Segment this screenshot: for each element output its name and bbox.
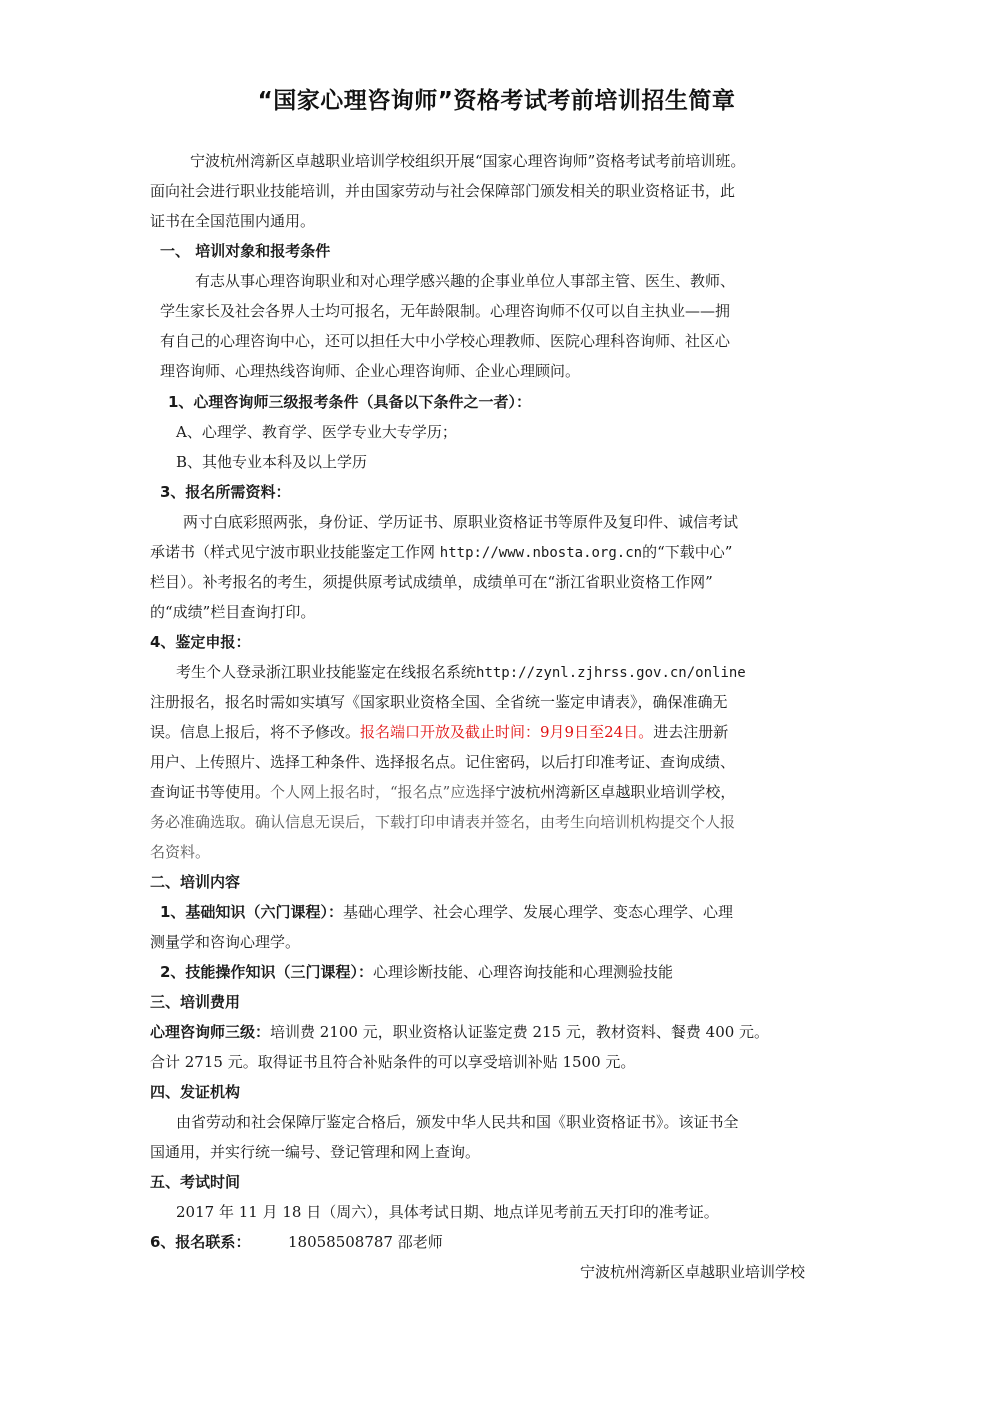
paragraph-line: 合计 2715 元。取得证书且符合补贴条件的可以享受培训补贴 1500 元。	[150, 1053, 636, 1071]
subsection-heading: 4、鉴定申报：	[150, 633, 251, 651]
intro-line: 宁波杭州湾新区卓越职业培训学校组织开展“国家心理咨询师”资格考试考前培训班。	[190, 152, 746, 170]
paragraph-line: 注册报名，报名时需如实填写《国家职业资格全国、全省统一鉴定申请表》，确保准确无	[150, 693, 728, 711]
list-item: A、心理学、教育学、医学专业大专学历；	[176, 423, 457, 441]
section-heading: 四、发证机构	[150, 1083, 241, 1101]
paragraph-text: 误。信息上报后，将不予修改。	[150, 723, 361, 741]
section-heading: 二、培训内容	[150, 873, 241, 891]
item-label: 1、基础知识（六门课程）：	[160, 903, 343, 921]
paragraph-line: 务必准确选取。确认信息无误后，下载打印申请表并签名，由考生向培训机构提交个人报	[150, 813, 736, 831]
nbosta-link[interactable]: http://www.nbosta.org.cn	[439, 545, 643, 561]
paragraph-line	[176, 662, 746, 683]
paragraph-text: 进去注册新	[653, 723, 729, 741]
paragraph-line	[150, 542, 732, 563]
paragraph-line: 国通用，并实行统一编号、登记管理和网上查询。	[150, 1143, 481, 1161]
paragraph-line: 2017 年 11 月 18 日（周六），具体考试日期、地点详见考前五天打印的准考证。	[176, 1203, 719, 1221]
intro-line: 证书在全国范围内通用。	[150, 212, 316, 230]
item-text: 心理诊断技能、心理咨询技能和心理测验技能	[372, 963, 673, 981]
fee-label: 心理咨询师三级：	[150, 1023, 271, 1041]
section-heading: 五、考试时间	[150, 1173, 241, 1191]
paragraph-line: 有自己的心理咨询中心，还可以担任大中小学校心理教师、医院心理科咨询师、社区心	[160, 332, 731, 350]
paragraph-line: 由省劳动和社会保障厅鉴定合格后，颁发中华人民共和国《职业资格证书》。该证书全	[176, 1113, 739, 1131]
deadline-notice: 报名端口开放及截止时间：9月9日至24日。	[360, 723, 654, 741]
section-heading: 三、培训费用	[150, 993, 241, 1011]
fee-text: 培训费 2100 元，职业资格认证鉴定费 215 元，教材资料、餐费 400 元。	[270, 1023, 770, 1041]
paragraph-text: 查询证书等使用。	[150, 783, 271, 801]
list-item	[160, 962, 673, 982]
paragraph-text: 承诺书（样式见宁波市职业技能鉴定工作网	[150, 543, 440, 561]
section-heading: 一、 培训对象和报考条件	[160, 242, 331, 260]
paragraph-text: 的“下载中心”	[642, 543, 733, 561]
item-text: 基础心理学、社会心理学、发展心理学、变态心理学、心理	[342, 903, 733, 921]
list-item	[160, 902, 733, 922]
subsection-heading: 3、报名所需资料：	[160, 483, 291, 501]
intro-line: 面向社会进行职业技能培训，并由国家劳动与社会保障部门颁发相关的职业资格证书，此	[150, 182, 736, 200]
item-label: 2、技能操作知识（三门课程）：	[160, 963, 373, 981]
page-title: “国家心理咨询师”资格考试考前培训招生简章	[257, 88, 736, 114]
paragraph-line: 用户、上传照片、选择工种条件、选择报名点。记住密码，以后打印准考证、查询成绩、	[150, 753, 736, 771]
list-item: B、其他专业本科及以上学历	[176, 453, 368, 471]
paragraph-line	[150, 722, 728, 742]
contact-label: 6、报名联系：	[150, 1233, 251, 1251]
paragraph-line: 两寸白底彩照两张，身份证、学历证书、原职业资格证书等原件及复印件、诚信考试	[183, 513, 739, 531]
paragraph-line: 学生家长及社会各界人士均可报名，无年龄限制。心理咨询师不仅可以自主执业——拥	[160, 302, 731, 320]
paragraph-line	[150, 782, 735, 802]
paragraph-line: 的“成绩”栏目查询打印。	[150, 603, 316, 621]
paragraph-line: 有志从事心理咨询职业和对心理学感兴趣的企事业单位人事部主管、医生、教师、	[195, 272, 736, 290]
paragraph-text: 考生个人登录浙江职业技能鉴定在线报名系统	[176, 663, 477, 681]
paragraph-text: 宁波杭州湾新区卓越职业培训学校，	[495, 783, 736, 801]
zjhrss-link[interactable]: http://zynl.zjhrss.gov.cn/online	[476, 665, 746, 681]
paragraph-line: 测量学和咨询心理学。	[150, 933, 301, 951]
paragraph-line: 栏目）。补考报名的考生，须提供原考试成绩单，成绩单可在“浙江省职业资格工作网”	[150, 573, 713, 591]
paragraph-line	[150, 1022, 769, 1042]
paragraph-line: 理咨询师、心理热线咨询师、企业心理咨询师、企业心理顾问。	[160, 362, 581, 380]
subsection-heading: 1、心理咨询师三级报考条件（具备以下条件之一者）：	[168, 393, 531, 411]
paragraph-text: 个人网上报名时，“报名点”应选择	[270, 783, 496, 801]
signature: 宁波杭州湾新区卓越职业培训学校	[580, 1263, 806, 1281]
paragraph-line: 名资料。	[150, 843, 211, 861]
contact-info: 18058508787 邵老师	[288, 1233, 443, 1251]
